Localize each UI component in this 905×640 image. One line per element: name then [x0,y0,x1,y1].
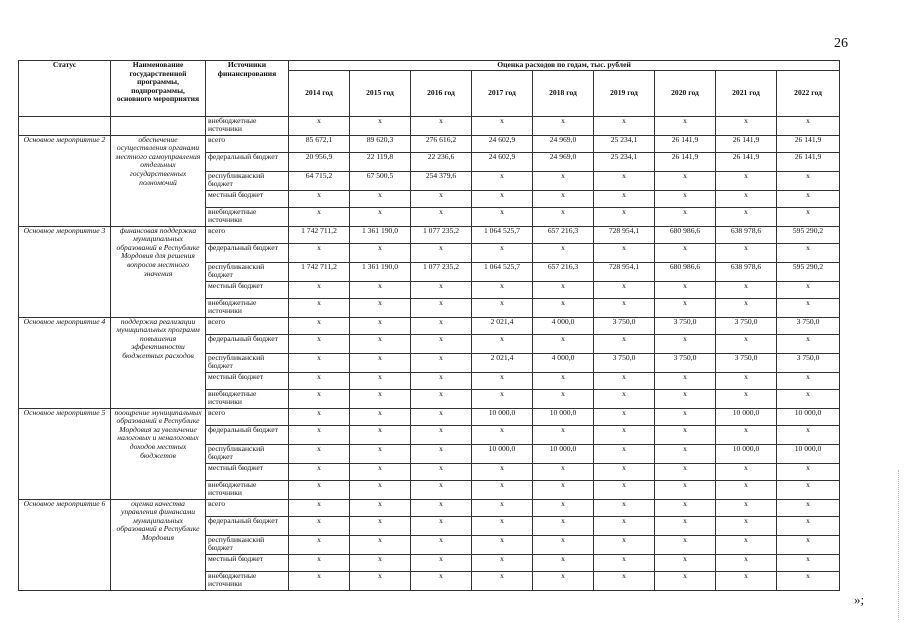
value-cell: x [350,516,411,535]
name-cell: финансовая поддержка муниципальных образований в Республике Мордовия для решения вопросов местного значения [111,226,206,317]
value-cell: x [472,425,533,444]
header-year: 2021 год [716,70,777,116]
value-cell: 67 500,5 [350,171,411,190]
value-cell: x [411,535,472,554]
value-cell: x [472,207,533,226]
value-cell: 1 361 190,0 [350,262,411,281]
value-cell: x [411,480,472,499]
value-cell: 24 602,9 [472,152,533,171]
value-cell: x [594,207,655,226]
source-cell: местный бюджет [206,281,289,298]
value-cell: x [655,389,716,408]
value-cell: 26 141,9 [777,152,840,171]
value-cell: 3 750,0 [594,353,655,372]
value-cell: x [350,116,411,135]
source-cell: федеральный бюджет [206,152,289,171]
value-cell: x [350,190,411,207]
value-cell: x [411,298,472,317]
value-cell: x [350,207,411,226]
value-cell: x [594,554,655,571]
value-cell: x [350,353,411,372]
value-cell: x [777,207,840,226]
name-cell [111,116,206,135]
value-cell: x [472,298,533,317]
value-cell: x [472,571,533,590]
value-cell: x [777,243,840,262]
value-cell: x [533,425,594,444]
value-cell: 3 750,0 [594,317,655,334]
value-cell: x [655,281,716,298]
value-cell: 638 978,6 [716,226,777,243]
value-cell: x [655,408,716,425]
value-cell: 89 620,3 [350,135,411,152]
value-cell: x [716,243,777,262]
source-cell: всего [206,408,289,425]
closing-quote: »; [854,592,865,607]
value-cell: 1 742 711,2 [289,262,350,281]
value-cell: x [411,408,472,425]
value-cell: x [472,463,533,480]
value-cell: 24 969,0 [533,135,594,152]
value-cell: x [777,372,840,389]
value-cell: 1 064 525,7 [472,226,533,243]
source-cell: федеральный бюджет [206,334,289,353]
source-cell: республиканский бюджет [206,262,289,281]
value-cell: x [350,499,411,516]
value-cell: 595 290,2 [777,262,840,281]
value-cell: x [350,372,411,389]
value-cell: 254 379,6 [411,171,472,190]
value-cell: x [472,171,533,190]
source-cell: республиканский бюджет [206,171,289,190]
value-cell: x [533,281,594,298]
header-name: Наименование государственной программы, подпрограммы, основного мероприятия [111,61,206,117]
value-cell: 3 750,0 [655,353,716,372]
source-cell: всего [206,317,289,334]
source-cell: внебюджетные источники [206,298,289,317]
value-cell: x [350,444,411,463]
value-cell: x [655,535,716,554]
name-cell: поощрение муниципальных образований в Республике Мордовия за увеличение налоговых и неналоговых доходов местных бюджетов [111,408,206,499]
value-cell: x [655,243,716,262]
value-cell: 728 954,1 [594,262,655,281]
source-cell: всего [206,499,289,516]
value-cell: x [472,554,533,571]
value-cell: x [533,171,594,190]
table-row [19,135,840,152]
value-cell: 24 969,0 [533,152,594,171]
header-status: Статус [19,61,111,117]
value-cell: x [655,207,716,226]
value-cell: x [411,243,472,262]
value-cell: x [472,499,533,516]
table-body [19,116,840,590]
value-cell: x [472,334,533,353]
value-cell: x [289,353,350,372]
value-cell: 1 064 525,7 [472,262,533,281]
value-cell: x [655,116,716,135]
value-cell: 657 216,3 [533,226,594,243]
value-cell: x [350,535,411,554]
value-cell: x [716,480,777,499]
value-cell: 657 216,3 [533,262,594,281]
value-cell: 20 956,9 [289,152,350,171]
value-cell: x [655,571,716,590]
header-year: 2022 год [777,70,840,116]
value-cell: x [533,554,594,571]
value-cell: 10 000,0 [777,408,840,425]
value-cell: 1 361 190,0 [350,226,411,243]
source-cell: внебюджетные источники [206,389,289,408]
header-year: 2015 год [350,70,411,116]
header-year: 2017 год [472,70,533,116]
name-cell: оценка качества управления финансами муниципальных образований в Республике Мордовия [111,499,206,590]
source-cell: местный бюджет [206,554,289,571]
value-cell: x [655,463,716,480]
status-cell: Основное мероприятие 3 [19,226,111,317]
value-cell: 4 000,0 [533,317,594,334]
value-cell: x [655,480,716,499]
value-cell: x [533,480,594,499]
value-cell: x [777,571,840,590]
value-cell: x [350,389,411,408]
value-cell: x [716,389,777,408]
value-cell: 26 141,9 [716,152,777,171]
value-cell: x [289,480,350,499]
value-cell: x [777,334,840,353]
value-cell: 10 000,0 [472,444,533,463]
source-cell: республиканский бюджет [206,353,289,372]
value-cell: x [716,499,777,516]
value-cell: x [594,190,655,207]
source-cell: всего [206,226,289,243]
value-cell: x [594,463,655,480]
value-cell: x [594,171,655,190]
value-cell: x [411,190,472,207]
value-cell: x [533,334,594,353]
value-cell: x [716,190,777,207]
value-cell: 10 000,0 [533,444,594,463]
value-cell: 1 742 711,2 [289,226,350,243]
page-number: 26 [834,36,848,51]
value-cell: 25 234,1 [594,135,655,152]
value-cell: x [716,334,777,353]
value-cell: x [289,116,350,135]
value-cell: 680 986,6 [655,262,716,281]
value-cell: x [594,243,655,262]
value-cell: x [289,425,350,444]
value-cell: x [289,317,350,334]
value-cell: x [594,499,655,516]
value-cell: x [716,554,777,571]
value-cell: x [533,389,594,408]
value-cell: x [411,353,472,372]
value-cell: x [716,571,777,590]
value-cell: x [594,444,655,463]
name-cell: поддержка реализации муниципальных программ повышения эффективности бюджетных расходов [111,317,206,408]
value-cell: 10 000,0 [716,444,777,463]
value-cell: x [716,116,777,135]
value-cell: x [777,480,840,499]
value-cell: x [350,298,411,317]
value-cell: 638 978,6 [716,262,777,281]
value-cell: x [411,334,472,353]
value-cell: x [655,444,716,463]
value-cell: x [716,535,777,554]
value-cell: x [716,516,777,535]
value-cell: 1 077 235,2 [411,262,472,281]
value-cell: x [716,425,777,444]
value-cell: x [350,463,411,480]
status-cell [19,116,111,135]
value-cell: x [350,408,411,425]
value-cell: 64 715,2 [289,171,350,190]
value-cell: x [411,516,472,535]
value-cell: x [533,207,594,226]
value-cell: x [411,554,472,571]
value-cell: x [655,334,716,353]
value-cell: 26 141,9 [777,135,840,152]
value-cell: x [411,425,472,444]
value-cell: x [655,425,716,444]
value-cell: x [594,281,655,298]
value-cell: x [289,463,350,480]
value-cell: x [716,281,777,298]
value-cell: 680 986,6 [655,226,716,243]
name-cell: обеспечение осуществления органами местного самоуправления отдельных государственных полномочий [111,135,206,226]
value-cell: x [777,425,840,444]
value-cell: x [411,116,472,135]
table-row [19,317,840,334]
value-cell: 2 021,4 [472,317,533,334]
source-cell: федеральный бюджет [206,516,289,535]
value-cell: 728 954,1 [594,226,655,243]
status-cell: Основное мероприятие 6 [19,499,111,590]
value-cell: x [350,317,411,334]
header-year: 2020 год [655,70,716,116]
value-cell: x [289,207,350,226]
value-cell: x [289,571,350,590]
header-year: 2019 год [594,70,655,116]
value-cell: x [594,535,655,554]
value-cell: 3 750,0 [716,353,777,372]
header-year: 2018 год [533,70,594,116]
value-cell: x [350,480,411,499]
value-cell: x [777,116,840,135]
value-cell: x [655,499,716,516]
value-cell: x [289,516,350,535]
value-cell: 276 616,2 [411,135,472,152]
value-cell: 26 141,9 [716,135,777,152]
value-cell: x [594,480,655,499]
value-cell: 10 000,0 [716,408,777,425]
value-cell: x [655,372,716,389]
value-cell: 25 234,1 [594,152,655,171]
value-cell: x [594,372,655,389]
value-cell: x [533,571,594,590]
value-cell: x [655,554,716,571]
value-cell: 3 750,0 [777,317,840,334]
status-cell: Основное мероприятие 2 [19,135,111,226]
value-cell: 26 141,9 [655,152,716,171]
value-cell: x [533,535,594,554]
source-cell: всего [206,135,289,152]
value-cell: 2 021,4 [472,353,533,372]
value-cell: 24 602,9 [472,135,533,152]
value-cell: x [716,207,777,226]
value-cell: x [411,317,472,334]
table-row [19,116,840,135]
value-cell: x [289,190,350,207]
table-row [19,499,840,516]
value-cell: 4 000,0 [533,353,594,372]
value-cell: x [411,571,472,590]
value-cell: x [350,571,411,590]
value-cell: x [533,372,594,389]
value-cell: x [472,190,533,207]
source-cell: внебюджетные источники [206,480,289,499]
value-cell: x [350,281,411,298]
value-cell: x [655,171,716,190]
value-cell: x [411,207,472,226]
value-cell: x [350,554,411,571]
value-cell: x [777,516,840,535]
value-cell: x [655,516,716,535]
value-cell: x [716,298,777,317]
status-cell: Основное мероприятие 5 [19,408,111,499]
value-cell: x [289,243,350,262]
value-cell: x [350,243,411,262]
source-cell: федеральный бюджет [206,243,289,262]
scan-margin-marks [898,470,901,620]
value-cell: x [533,298,594,317]
value-cell: x [716,171,777,190]
source-cell: республиканский бюджет [206,444,289,463]
value-cell: x [777,190,840,207]
source-cell: внебюджетные источники [206,207,289,226]
value-cell: x [533,243,594,262]
value-cell: x [533,190,594,207]
value-cell: x [411,444,472,463]
value-cell: x [472,389,533,408]
value-cell: x [472,480,533,499]
value-cell: 22 236,6 [411,152,472,171]
value-cell: x [289,281,350,298]
value-cell: x [777,298,840,317]
value-cell: x [289,334,350,353]
source-cell: местный бюджет [206,372,289,389]
source-cell: внебюджетные источники [206,116,289,135]
value-cell: x [289,535,350,554]
value-cell: x [594,389,655,408]
header-source: Источники финансирования [206,61,289,117]
value-cell: x [594,116,655,135]
value-cell: x [777,389,840,408]
value-cell: x [472,281,533,298]
value-cell: x [777,281,840,298]
value-cell: 22 119,8 [350,152,411,171]
value-cell: x [411,372,472,389]
source-cell: внебюджетные источники [206,571,289,590]
value-cell: 26 141,9 [655,135,716,152]
value-cell: 3 750,0 [716,317,777,334]
value-cell: x [594,516,655,535]
header-estimate: Оценка расходов по годам, тыс. рублей [289,61,840,71]
value-cell: x [472,516,533,535]
value-cell: x [472,372,533,389]
value-cell: x [655,190,716,207]
value-cell: x [777,171,840,190]
value-cell: x [716,463,777,480]
value-cell: x [594,571,655,590]
expenditure-table [18,60,840,591]
header-year: 2016 год [411,70,472,116]
value-cell: x [289,554,350,571]
table-row [19,408,840,425]
value-cell: 10 000,0 [777,444,840,463]
value-cell: x [594,298,655,317]
value-cell: 595 290,2 [777,226,840,243]
value-cell: x [472,116,533,135]
status-cell: Основное мероприятие 4 [19,317,111,408]
value-cell: x [533,463,594,480]
value-cell: x [777,554,840,571]
value-cell: x [289,499,350,516]
value-cell: x [533,116,594,135]
value-cell: x [533,499,594,516]
value-cell: x [289,444,350,463]
value-cell: x [594,408,655,425]
value-cell: x [777,499,840,516]
value-cell: x [411,281,472,298]
value-cell: x [350,334,411,353]
value-cell: 10 000,0 [533,408,594,425]
value-cell: 3 750,0 [777,353,840,372]
value-cell: x [594,425,655,444]
table-row [19,226,840,243]
source-cell: местный бюджет [206,190,289,207]
value-cell: 85 672,1 [289,135,350,152]
value-cell: x [411,463,472,480]
header-year: 2014 год [289,70,350,116]
value-cell: x [777,463,840,480]
source-cell: республиканский бюджет [206,535,289,554]
source-cell: местный бюджет [206,463,289,480]
value-cell: x [472,243,533,262]
value-cell: x [350,425,411,444]
value-cell: 1 077 235,2 [411,226,472,243]
value-cell: 3 750,0 [655,317,716,334]
value-cell: x [289,389,350,408]
value-cell: x [411,499,472,516]
value-cell: x [411,389,472,408]
value-cell: x [289,408,350,425]
value-cell: x [289,372,350,389]
value-cell: x [777,535,840,554]
value-cell: 10 000,0 [472,408,533,425]
value-cell: x [655,298,716,317]
source-cell: федеральный бюджет [206,425,289,444]
value-cell: x [472,535,533,554]
value-cell: x [716,372,777,389]
value-cell: x [594,334,655,353]
value-cell: x [533,516,594,535]
value-cell: x [289,298,350,317]
